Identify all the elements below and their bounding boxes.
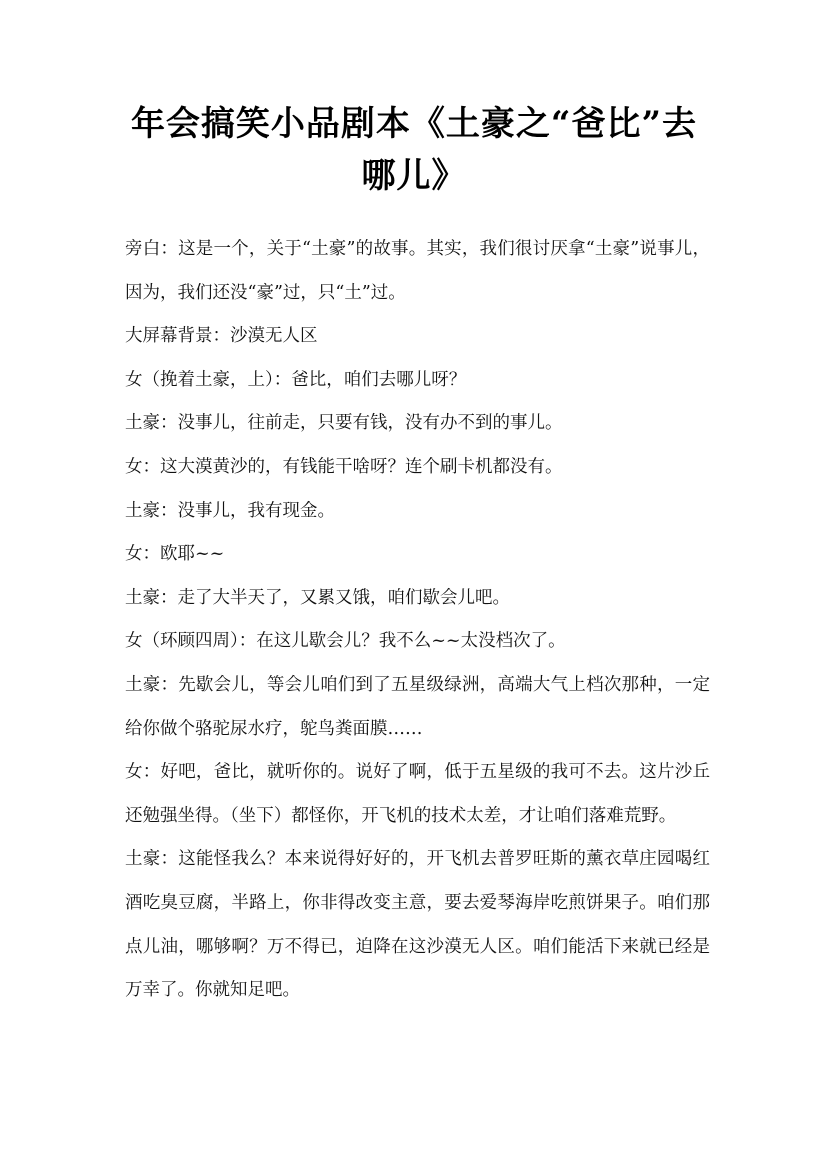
paragraph: 大屏幕背景：沙漠无人区 (125, 326, 318, 347)
paragraph: 女：这大漠黄沙的，有钱能干啥呀？连个刷卡机都没有。 (125, 456, 563, 477)
paragraph: 女（挽着土豪，上）：爸比，咱们去哪儿呀？ (125, 369, 467, 390)
paragraph: 土豪：这能怪我么？本来说得好好的，开飞机去普罗旺斯的薰衣草庄园喝红酒吃臭豆腐，半路上，你非得改变主意，要去爱琴海岸吃煎饼果子。咱们那点儿油，哪够啊？万不得已，迫降在这沙漠无人区。咱们能活下来就已经是万幸了。你就知足吧。 (125, 849, 710, 1001)
document-title: 年会搞笑小品剧本《土豪之“爸比”去哪儿》 (130, 104, 698, 196)
paragraph: 土豪：没事儿，我有现金。 (125, 500, 335, 521)
paragraph: 土豪：先歇会儿，等会儿咱们到了五星级绿洲，高端大气上档次那种，一定给你做个骆驼尿水疗，鸵鸟粪面膜…… (125, 674, 710, 739)
paragraph: 女：欧耶~~ (125, 544, 225, 565)
paragraph: 女（环顾四周）：在这儿歇会儿？我不么~~太没档次了。 (125, 631, 566, 652)
paragraph: 土豪：没事儿，往前走，只要有钱，没有办不到的事儿。 (125, 413, 563, 434)
paragraph: 土豪：走了大半天了，又累又饿，咱们歇会儿吧。 (125, 587, 510, 608)
document-body (125, 228, 710, 1013)
paragraph: 女：好吧，爸比，就听你的。说好了啊，低于五星级的我可不去。这片沙丘还勉强坐得。（坐下）都怪你，开飞机的技术太差，才让咱们落难荒野。 (125, 762, 710, 826)
paragraph: 旁白：这是一个，关于“土豪”的故事。其实，我们很讨厌拿“土豪”说事儿，因为，我们还没“豪”过，只“土”过。 (125, 239, 710, 303)
